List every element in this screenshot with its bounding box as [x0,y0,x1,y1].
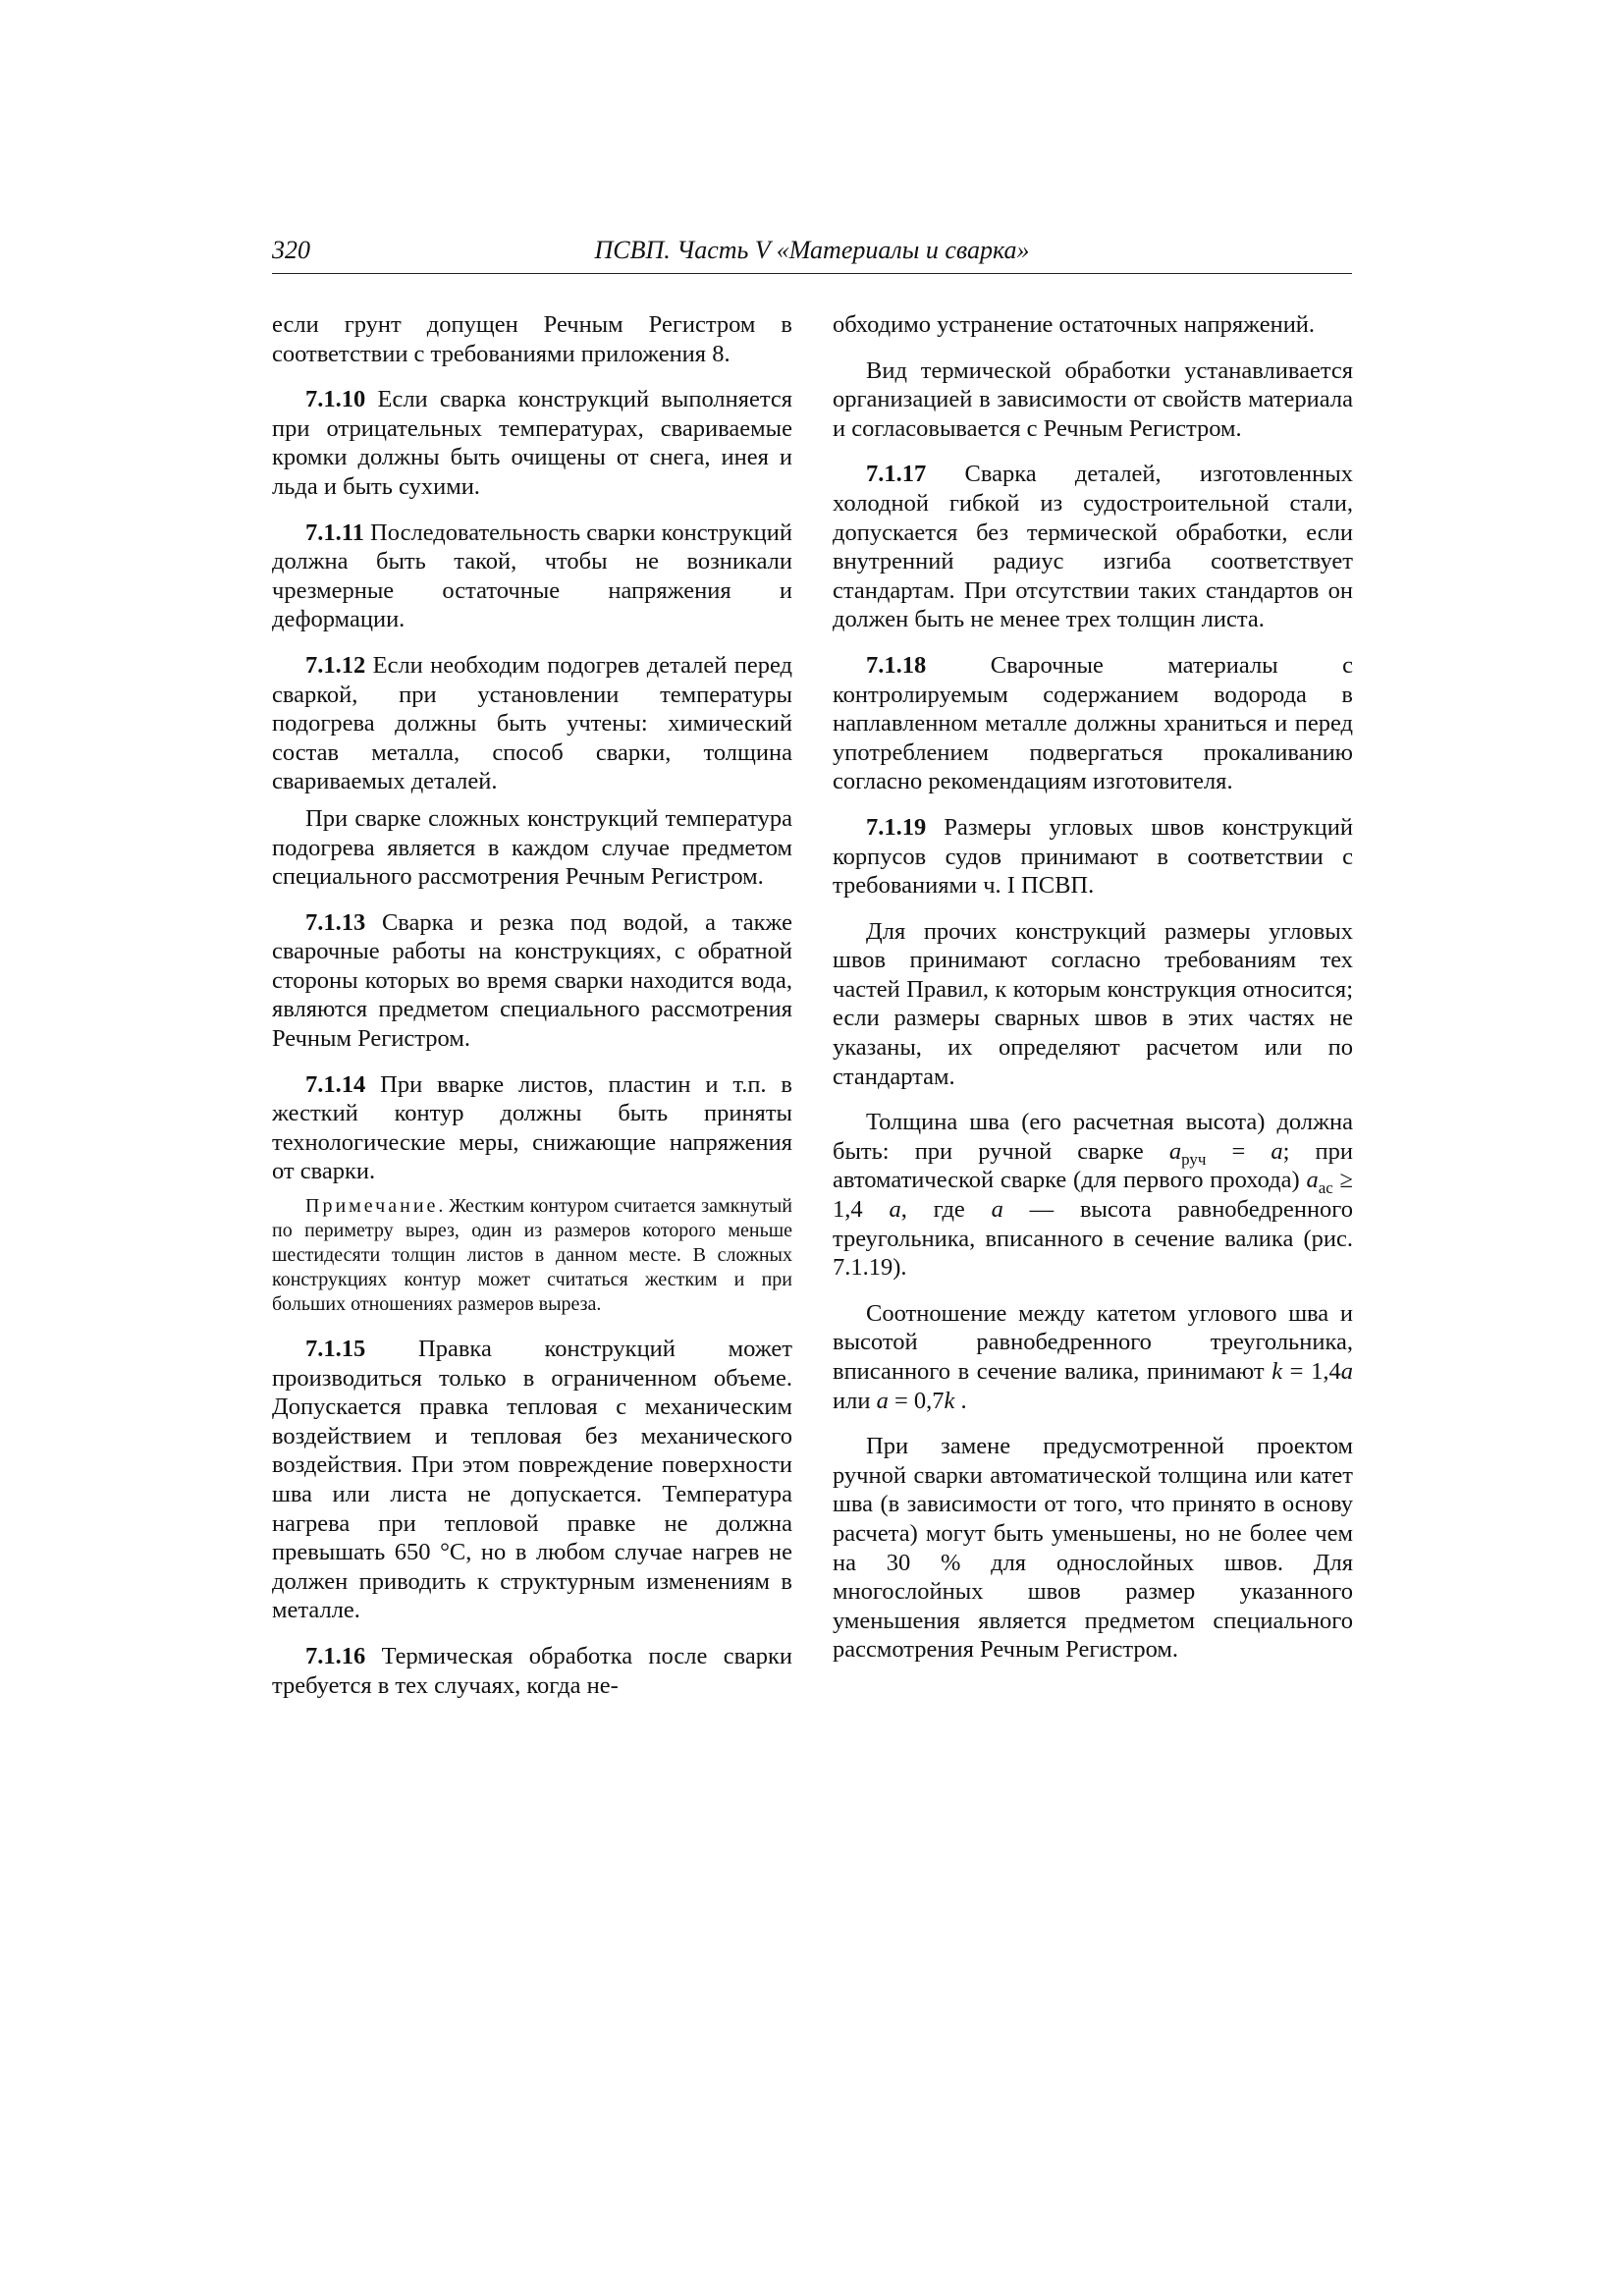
section-number: 7.1.17 [866,461,927,488]
section-7-1-13 [272,908,792,1054]
section-text: Если необходим подогрев деталей перед сваркой, при установлении температуры подогрева должны быть учтены: химический состав металла, способ сварки, толщина свариваемых деталей. [272,651,792,795]
section-number: 7.1.11 [305,519,364,546]
section-7-1-16 [272,1642,792,1700]
variable-k: k [1271,1358,1283,1385]
paragraph-continuation: обходимо устранение остаточных напряжений. [833,311,1316,338]
section-text: Термическая обработка после сварки требуется в тех случаях, когда не- [272,1642,792,1699]
section-number: 7.1.19 [866,813,927,841]
variable-a: a [1271,1137,1283,1165]
subscript-ruch: руч [1181,1149,1207,1169]
section-7-1-14 [272,1070,792,1186]
section-number: 7.1.12 [305,651,366,679]
section-7-1-11 [272,519,792,634]
section-7-1-12-paragraph: При сварке сложных конструкций температура подогрева является в каждом случае предметом специального рассмотрения Речным Регистром. [272,804,792,891]
automatic-welding-paragraph: При замене предусмотренной проектом ручной сварки автоматической толщина или катет шва (в зависимости от того, что принято в основу расчета) могут быть уменьшены, но не более чем на 30 % для однослойных швов. Для многослойных швов размер указанного уменьшения является предметом специального рассмотрения Речным Регистром. [833,1433,1353,1664]
section-number: 7.1.10 [305,386,366,413]
section-7-1-15 [272,1335,792,1625]
section-number: 7.1.14 [305,1070,366,1098]
note-text: . Жестким контуром считается замкнутый по периметру вырез, один из размеров которого меньше шестидесяти толщин листов в данном месте. В сложных конструкциях контур может считаться жестким и при больших отношениях размеров выреза. [272,1195,792,1316]
section-text: Если сварка конструкций выполняется при отрицательных температурах, свариваемые кромки должны быть очищены от снега, инея и льда и быть сухими. [272,386,792,500]
section-number: 7.1.16 [305,1642,366,1669]
section-number: 7.1.13 [305,908,366,936]
page-header [272,236,1352,274]
note-block [272,1194,792,1317]
left-column [272,310,792,1717]
variable-k: k [944,1387,955,1414]
variable-a: a [991,1196,1003,1224]
section-text: Сварка деталей, изготовленных холодной гибкой из судостроительной стали, допускается без термической обработки, если внутренний радиус изгиба соответствует стандартам. При отсутствии таких стандартов он должен быть не менее трех толщин листа. [833,461,1353,633]
other-structures-paragraph: Для прочих конструкций размеры угловых швов принимают согласно требованиям тех частей Правил, к которым конструкция относится; если размеры сварных швов в этих частях не указаны, их определяют расчетом или по стандартам. [833,917,1353,1090]
note-label: Примечание [305,1195,439,1218]
section-text: Сварочные материалы с контролируемым содержанием водорода в наплавленном металле должны храниться и перед употреблением подвергаться прокаливанию согласно рекомендациям изготовителя. [833,651,1353,795]
section-text: Сварка и резка под водой, а также сварочные работы на конструкциях, с обратной стороны которых во время сварки находится вода, являются предметом специального рассмотрения Речным Регистром. [272,908,792,1053]
section-number: 7.1.15 [305,1336,366,1363]
section-text: Последовательность сварки конструкций должна быть такой, чтобы не возникали чрезмерные остаточные напряжения и деформации. [272,519,792,633]
page-number: 320 [272,236,310,264]
running-title: ПСВП. Часть V «Материалы и сварка» [594,236,1030,264]
section-number: 7.1.18 [866,651,927,679]
weld-thickness-paragraph: Толщина шва (его расчетная высота) должна быть: при ручной сварке $a_{руч} = a$; при автоматической сварке (для первого прохода) $a_{ас} \ge 1,4$ a, где a — высота равнобедренного треугольника, вписанного в сечение валика (рис. 7.1.19). [833,1109,1354,1282]
variable-a: a [876,1387,889,1414]
variable-a: a [1306,1167,1319,1194]
variable-a: a [1340,1358,1353,1385]
right-column [833,310,1353,1681]
section-text: Размеры угловых швов конструкций корпусов судов принимают в соответствии с требованиями ч. I ПСВП. [833,813,1353,900]
section-7-1-12 [272,651,792,796]
variable-a: a [1168,1137,1182,1165]
leg-ratio-paragraph: Соотношение между катетом углового шва и высотой равнобедренного треугольника, вписанного в сечение валика, принимают k = 1,4a или a = 0,7k . [833,1299,1353,1414]
heat-treatment-paragraph: Вид термической обработки устанавливается организацией в зависимости от свойств материала и согласовывается с Речным Регистром. [833,356,1353,442]
section-7-1-10 [272,385,792,501]
section-text: При вварке листов, пластин и т.п. в жесткий контур должны быть приняты технологические меры, снижающие напряжения от сварки. [272,1070,792,1185]
section-7-1-19 [833,813,1353,901]
variable-a: a [889,1196,901,1224]
subscript-as: ас [1318,1178,1333,1198]
section-7-1-17 [833,460,1353,634]
section-7-1-18 [833,651,1353,796]
section-text: Правка конструкций может производиться только в ограниченном объеме. Допускается правка тепловая с механическим воздействием и тепловая без механического воздействия. При этом повреждение поверхности шва или листа не допускается. Температура нагрева при тепловой правке не должна превышать 650 °С, но в любом случае нагрев не должен приводить к структурным изменениям в металле. [272,1336,792,1624]
paragraph-continuation: если грунт допущен Речным Регистром в соответствии с требованиями приложения 8. [272,311,792,367]
